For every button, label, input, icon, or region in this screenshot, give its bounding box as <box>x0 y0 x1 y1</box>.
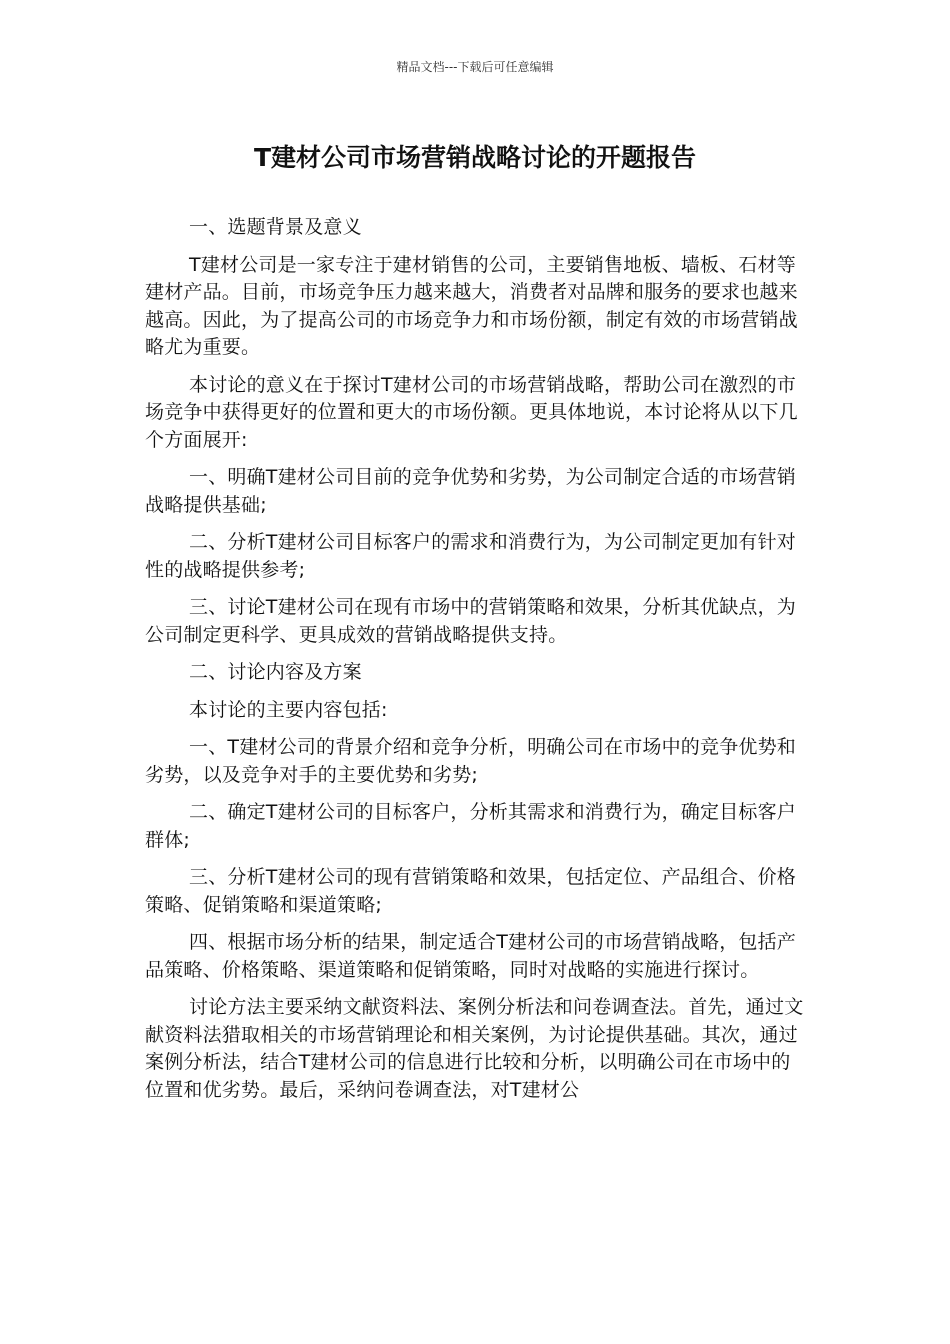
page-header: 精品文档---下载后可任意编辑 <box>396 60 554 74</box>
paragraph-company-intro: T建材公司是一家专注于建材销售的公司，主要销售地板、墙板、石材等建材产品。目前，市场竞争压力越来越大，消费者对品牌和服务的要求也越来越高。因此，为了提高公司的市场竞争力和市场份额，制定有效的市场营销战略尤为重要。 <box>145 253 798 358</box>
list-item-significance-3: 三、讨论T建材公司在现有市场中的营销策略和效果，分析其优缺点，为公司制定更科学、更具成效的营销战略提供支持。 <box>145 596 797 646</box>
paragraph-methods: 讨论方法主要采纳文献资料法、案例分析法和问卷调查法。首先，通过文献资料法猎取相关的市场营销理论和相关案例，为讨论提供基础。其次，通过案例分析法，结合T建材公司的信息进行比较和分析，以明确公司在市场中的位置和优劣势。最后，采纳问卷调查法，对T建材公 <box>145 996 804 1101</box>
list-item-content-1: 一、T建材公司的背景介绍和竞争分析，明确公司在市场中的竞争优势和劣势，以及竞争对手的主要优势和劣势; <box>145 736 797 786</box>
section-heading-content: 二、讨论内容及方案 <box>189 661 362 683</box>
paragraph-content-intro: 本讨论的主要内容包括: <box>189 698 388 721</box>
document-title: T建材公司市场营销战略讨论的开题报告 <box>253 143 697 172</box>
list-item-content-2: 二、确定T建材公司的目标客户，分析其需求和消费行为，确定目标客户群体; <box>145 801 797 851</box>
paragraph-significance: 本讨论的意义在于探讨T建材公司的市场营销战略，帮助公司在激烈的市场竞争中获得更好的位置和更大的市场份额。更具体地说，本讨论将从以下几个方面展开: <box>145 373 798 451</box>
list-item-significance-2: 二、分析T建材公司目标客户的需求和消费行为，为公司制定更加有针对性的战略提供参考; <box>145 531 797 581</box>
list-item-significance-1: 一、明确T建材公司目前的竞争优势和劣势，为公司制定合适的市场营销战略提供基础; <box>145 466 797 516</box>
list-item-content-4: 四、根据市场分析的结果，制定适合T建材公司的市场营销战略，包括产品策略、价格策略、渠道策略和促销策略，同时对战略的实施进行探讨。 <box>145 931 797 981</box>
section-heading-background: 一、选题背景及意义 <box>189 216 362 238</box>
list-item-content-3: 三、分析T建材公司的现有营销策略和效果，包括定位、产品组合、价格策略、促销策略和渠道策略; <box>145 866 797 916</box>
document-body <box>145 214 805 1114</box>
